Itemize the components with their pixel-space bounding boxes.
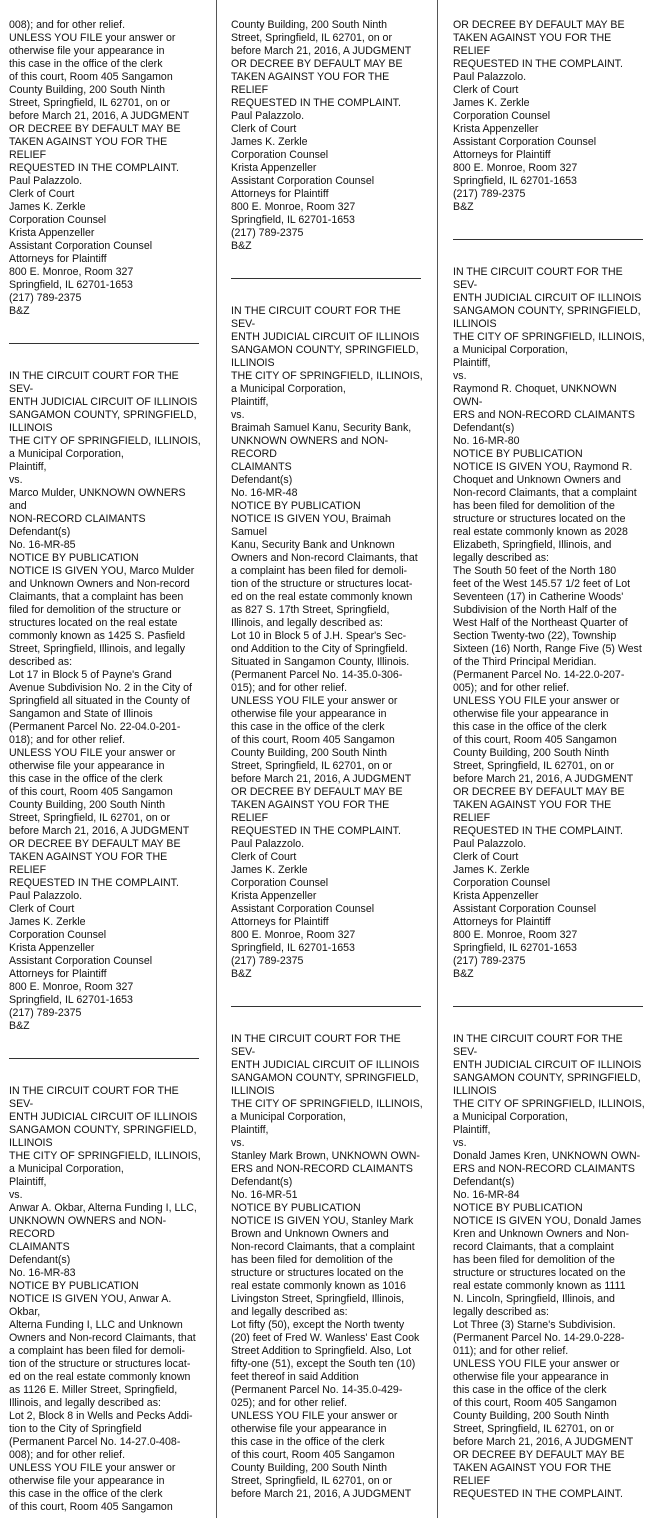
notice-16-mr-85: IN THE CIRCUIT COURT FOR THE SEV- ENTH JUDICIAL CIRCUIT OF ILLINOIS SANGAMON COUNTY, SPRINGFIELD, ILLINOIS THE CITY OF SPRINGFIELD, ILLINOIS, a Municipal Corporation, Plaintiff, vs. Marco Mulder, UNKNOWN OWNERS and NON-RECORD CLAIMANTS Defendant(s) No. 16-MR-85 NOTICE BY PUBLICATION NOTICE IS GIVEN YOU, Marco Mulder and Unknown Owners and Non-record Claimants, that a complaint has been filed for demolition of the structure or structures located on the real estate commonly known as 1425 S. Pasfield Street, Springfield, Illinois, and legally described as: Lot 17 in Block 5 of Payne's Grand Avenue Subdivision No. 2 in the City of Springfield all situated in the County of Sangamon and State of Illinois (Permanent Parcel No. 22-04.0-201- 018); and for other relief. UNLESS YOU FILE your answer or otherwise file your appearance in this case in the office of the clerk of this court, Room 405 Sangamon County Building, 200 South Ninth Street, Springfield, IL 62701, on or before March 21, 2016, A JUDGMENT OR DECREE BY DEFAULT MAY BE TAKEN AGAINST YOU FOR THE RELIEF REQUESTED IN THE COMPLAINT. Paul Palazzolo. Clerk of Court James K. Zerkle Corporation Counsel Krista Appenzeller Assistant Corporation Counsel Attorneys for Plaintiff 800 E. Monroe, Room 327 Springfield, IL 62701-1653 (217) 789-2375 B&Z: [9, 370, 201, 1032]
notice-divider: [9, 343, 199, 344]
notice-divider: [453, 1006, 643, 1007]
notice-16-mr-80: IN THE CIRCUIT COURT FOR THE SEV- ENTH JUDICIAL CIRCUIT OF ILLINOIS SANGAMON COUNTY, SPRINGFIELD, ILLINOIS THE CITY OF SPRINGFIELD, ILLINOIS, a Municipal Corporation, Plaintiff, vs. Raymond R. Choquet, UNKNOWN OWN- ERS and NON-RECORD CLAIMANTS Defendant(s) No. 16-MR-80 NOTICE BY PUBLICATION NOTICE IS GIVEN YOU, Raymond R. Choquet and Unknown Owners and Non-record Claimants, that a complaint has been filed for demolition of the structure or structures located on the real estate commonly known as 2028 Elizabeth, Springfield, Illinois, and legally described as: The South 50 feet of the North 180 feet of the West 145.57 1/2 feet of Lot Seventeen (17) in Catherine Woods' Subdivision of the North Half of the West Half of the Northeast Quarter of Section Twenty-two (22), Township Sixteen (16) North, Range Five (5) West of the Third Principal Meridian. (Permanent Parcel No. 14-22.0-207- 005); and for other relief. UNLESS YOU FILE your answer or otherwise file your appearance in this case in the office of the clerk of this court, Room 405 Sangamon County Building, 200 South Ninth Street, Springfield, IL 62701, on or before March 21, 2016, A JUDGMENT OR DECREE BY DEFAULT MAY BE TAKEN AGAINST YOU FOR THE RELIEF REQUESTED IN THE COMPLAINT. Paul Palazzolo. Clerk of Court James K. Zerkle Corporation Counsel Krista Appenzeller Assistant Corporation Counsel Attorneys for Plaintiff 800 E. Monroe, Room 327 Springfield, IL 62701-1653 (217) 789-2375 B&Z: [453, 266, 645, 980]
notice-divider: [453, 239, 643, 240]
column-2: [231, 6, 427, 1514]
notice-16-mr-83: IN THE CIRCUIT COURT FOR THE SEV- ENTH JUDICIAL CIRCUIT OF ILLINOIS SANGAMON COUNTY, SPRINGFIELD, ILLINOIS THE CITY OF SPRINGFIELD, ILLINOIS, a Municipal Corporation, Plaintiff, vs. Anwar A. Okbar, Alterna Funding I, LLC, UNKNOWN OWNERS and NON-RECORD CLAIMANTS Defendant(s) No. 16-MR-83 NOTICE BY PUBLICATION NOTICE IS GIVEN YOU, Anwar A. Okbar, Alterna Funding I, LLC and Unknown Owners and Non-record Claimants, that a complaint has been filed for demoli- tion of the structure or structures locat- ed on the real estate commonly known as 1126 E. Miller Street, Springfield, Illinois, and legally described as: Lot 2, Block 8 in Wells and Pecks Addi- tion to the City of Springfield (Permanent Parcel No. 14-27.0-408- 008); and for other relief. UNLESS YOU FILE your answer or otherwise file your appearance in this case in the office of the clerk of this court, Room 405 Sangamon: [9, 1085, 201, 1513]
notice-continuation: 008); and for other relief. UNLESS YOU FILE your answer or otherwise file your appearance in this case in the office of the clerk of this court, Room 405 Sangamon County Building, 200 South Ninth Street, Springfield, IL 62701, on or before March 21, 2016, A JUDGMENT OR DECREE BY DEFAULT MAY BE TAKEN AGAINST YOU FOR THE RELIEF REQUESTED IN THE COMPLAINT. Paul Palazzolo. Clerk of Court James K. Zerkle Corporation Counsel Krista Appenzeller Assistant Corporation Counsel Attorneys for Plaintiff 800 E. Monroe, Room 327 Springfield, IL 62701-1653 (217) 789-2375 B&Z: [9, 19, 190, 317]
column-divider: [437, 0, 438, 1518]
notice-divider: [231, 1006, 421, 1007]
notice-16-mr-51: IN THE CIRCUIT COURT FOR THE SEV- ENTH JUDICIAL CIRCUIT OF ILLINOIS SANGAMON COUNTY, SPRINGFIELD, ILLINOIS THE CITY OF SPRINGFIELD, ILLINOIS, a Municipal Corporation, Plaintiff, vs. Stanley Mark Brown, UNKNOWN OWN- ERS and NON-RECORD CLAIMANTS Defendant(s) No. 16-MR-51 NOTICE BY PUBLICATION NOTICE IS GIVEN YOU, Stanley Mark Brown and Unknown Owners and Non-record Claimants, that a complaint has been filed for demolition of the structure or structures located on the real estate commonly known as 1016 Livingston Street, Springfield, Illinois, and legally described as: Lot fifty (50), except the North twenty (20) feet of Fred W. Wanless' East Cook Street Addition to Springfield. Also, Lot fifty-one (51), except the South ten (10) feet thereof in said Addition (Permanent Parcel No. 14-35.0-429- 025); and for other relief. UNLESS YOU FILE your answer or otherwise file your appearance in this case in the office of the clerk of this court, Room 405 Sangamon County Building, 200 South Ninth Street, Springfield, IL 62701, on or before March 21, 2016, A JUDGMENT: [231, 1033, 423, 1500]
column-divider: [216, 0, 217, 1518]
column-3: [453, 6, 649, 1514]
column-1: [9, 6, 205, 1514]
notice-16-mr-48: IN THE CIRCUIT COURT FOR THE SEV- ENTH JUDICIAL CIRCUIT OF ILLINOIS SANGAMON COUNTY, SPRINGFIELD, ILLINOIS THE CITY OF SPRINGFIELD, ILLINOIS, a Municipal Corporation, Plaintiff, vs. Braimah Samuel Kanu, Security Bank, UNKNOWN OWNERS and NON-RECORD CLAIMANTS Defendant(s) No. 16-MR-48 NOTICE BY PUBLICATION NOTICE IS GIVEN YOU, Braimah Samuel Kanu, Security Bank and Unknown Owners and Non-record Claimants, that a complaint has been filed for demoli- tion of the structure or structures locat- ed on the real estate commonly known as 827 S. 17th Street, Springfield, Illinois, and legally described as: Lot 10 in Block 5 of J.H. Spear's Sec- ond Addition to the City of Springfield. Situated in Sangamon County, Illinois. (Permanent Parcel No. 14-35.0-306- 015); and for other relief. UNLESS YOU FILE your answer or otherwise file your appearance in this case in the office of the clerk of this court, Room 405 Sangamon County Building, 200 South Ninth Street, Springfield, IL 62701, on or before March 21, 2016, A JUDGMENT OR DECREE BY DEFAULT MAY BE TAKEN AGAINST YOU FOR THE RELIEF REQUESTED IN THE COMPLAINT. Paul Palazzolo. Clerk of Court James K. Zerkle Corporation Counsel Krista Appenzeller Assistant Corporation Counsel Attorneys for Plaintiff 800 E. Monroe, Room 327 Springfield, IL 62701-1653 (217) 789-2375 B&Z: [231, 305, 423, 980]
notice-divider: [9, 1058, 199, 1059]
notice-divider: [231, 278, 421, 279]
notice-16-mr-84: IN THE CIRCUIT COURT FOR THE SEV- ENTH JUDICIAL CIRCUIT OF ILLINOIS SANGAMON COUNTY, SPRINGFIELD, ILLINOIS THE CITY OF SPRINGFIELD, ILLINOIS, a Municipal Corporation, Plaintiff, vs. Donald James Kren, UNKNOWN OWN- ERS and NON-RECORD CLAIMANTS Defendant(s) No. 16-MR-84 NOTICE BY PUBLICATION NOTICE IS GIVEN YOU, Donald James Kren and Unknown Owners and Non- record Claimants, that a complaint has been filed for demolition of the structure or structures located on the real estate commonly known as 1111 N. Lincoln, Springfield, Illinois, and legally described as: Lot Three (3) Starne's Subdivision. (Permanent Parcel No. 14-29.0-228- 011); and for other relief. UNLESS YOU FILE your answer or otherwise file your appearance in this case in the office of the clerk of this court, Room 405 Sangamon County Building, 200 South Ninth Street, Springfield, IL 62701, on or before March 21, 2016, A JUDGMENT OR DECREE BY DEFAULT MAY BE TAKEN AGAINST YOU FOR THE RELIEF REQUESTED IN THE COMPLAINT.: [453, 1033, 645, 1500]
notice-continuation: County Building, 200 South Ninth Street, Springfield, IL 62701, on or before March 21, 2016, A JUDGMENT OR DECREE BY DEFAULT MAY BE TAKEN AGAINST YOU FOR THE RELIEF REQUESTED IN THE COMPLAINT. Paul Palazzolo. Clerk of Court James K. Zerkle Corporation Counsel Krista Appenzeller Assistant Corporation Counsel Attorneys for Plaintiff 800 E. Monroe, Room 327 Springfield, IL 62701-1653 (217) 789-2375 B&Z: [231, 19, 412, 252]
notice-continuation: OR DECREE BY DEFAULT MAY BE TAKEN AGAINST YOU FOR THE RELIEF REQUESTED IN THE COMPLAINT. Paul Palazzolo. Clerk of Court James K. Zerkle Corporation Counsel Krista Appenzeller Assistant Corporation Counsel Attorneys for Plaintiff 800 E. Monroe, Room 327 Springfield, IL 62701-1653 (217) 789-2375 B&Z: [453, 19, 625, 213]
